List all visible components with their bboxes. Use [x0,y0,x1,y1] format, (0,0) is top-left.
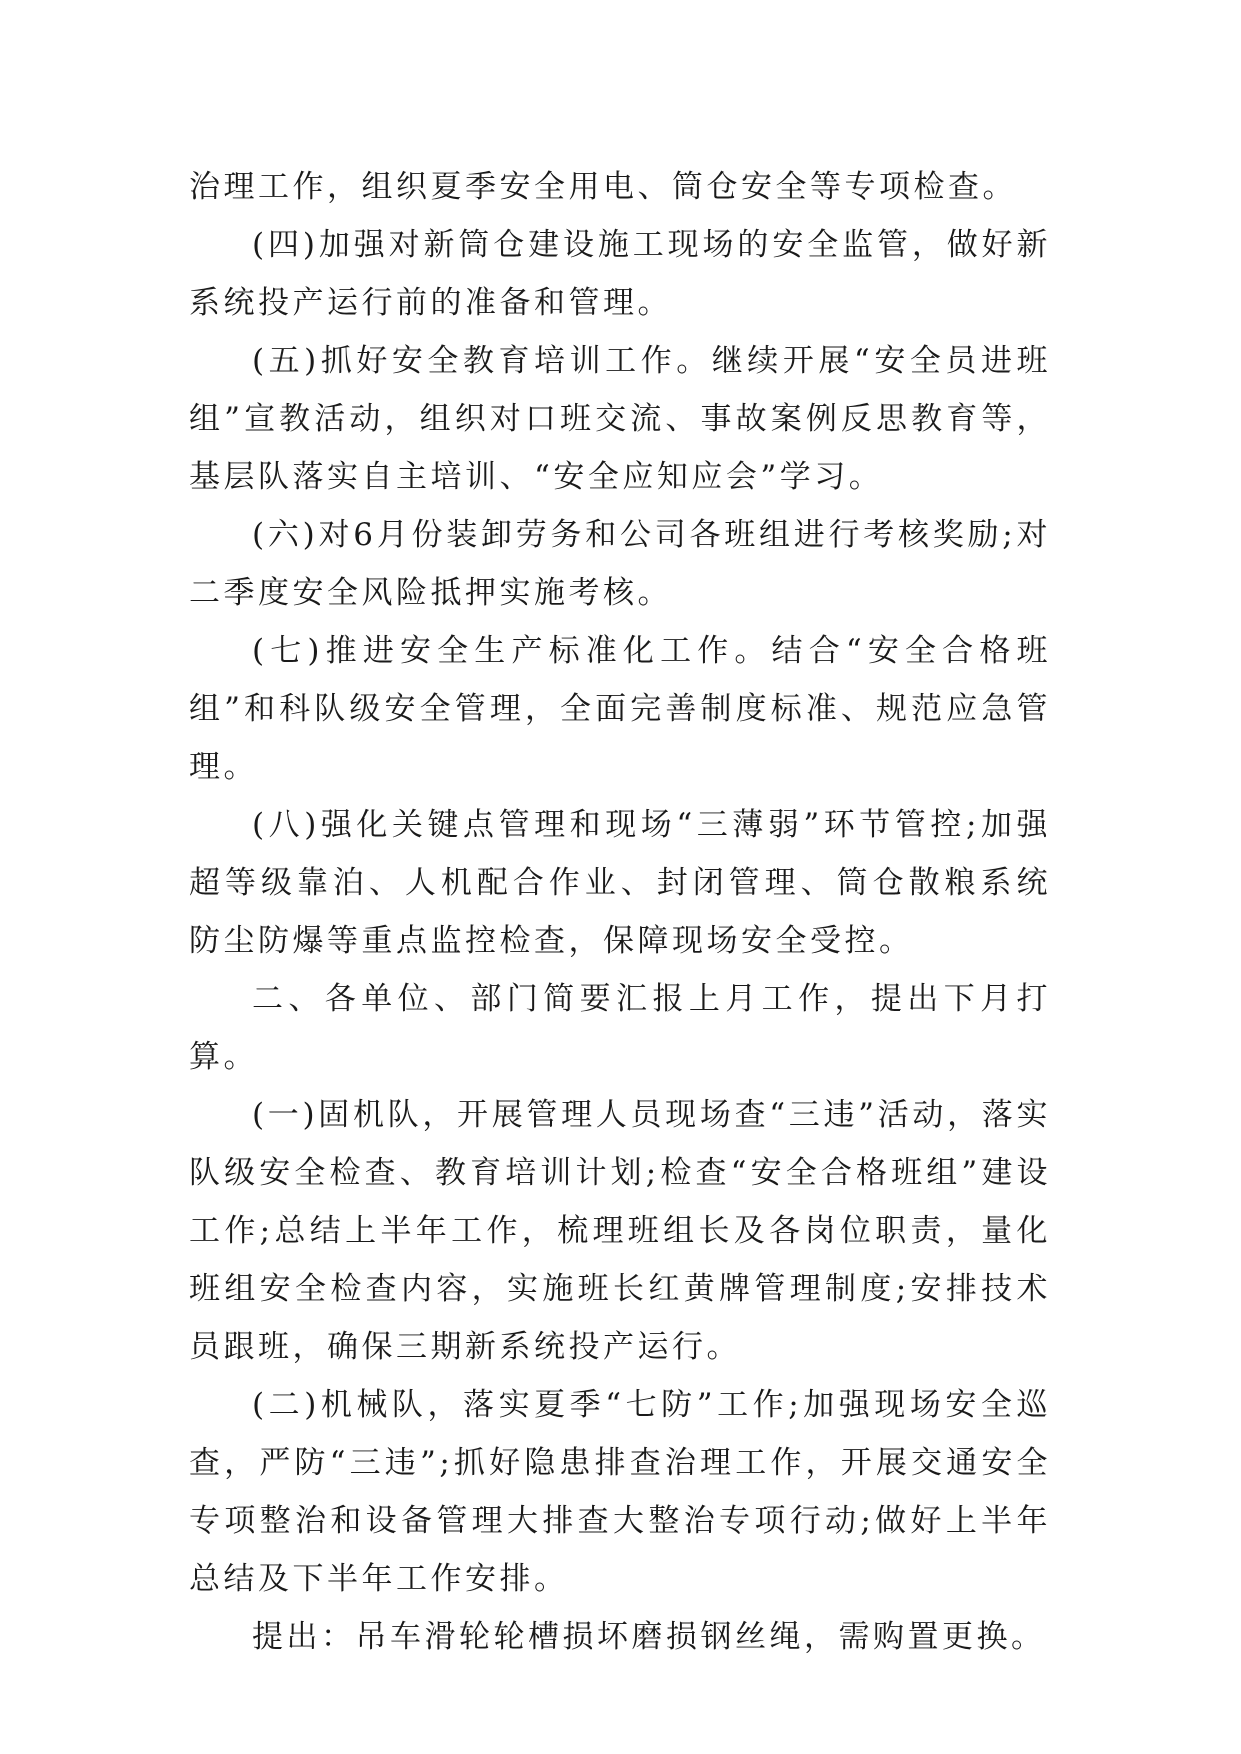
paragraph-9: (二)机械队，落实夏季“七防”工作;加强现场安全巡查，严防“三违”;抓好隐患排查治理工作，开展交通安全专项整治和设备管理大排查大整治专项行动;做好上半年总结及下半年工作安排。 [189,1387,1051,1597]
paragraph-1: 治理工作，组织夏季安全用电、筒仓安全等专项检查。 [189,169,1017,205]
paragraph-3: (五)抓好安全教育培训工作。继续开展“安全员进班组”宣教活动，组织对口班交流、事故案例反思教育等，基层队落实自主培训、“安全应知应会”学习。 [189,343,1051,495]
document-body [189,158,1051,1666]
paragraph-8: (一)固机队，开展管理人员现场查“三违”活动，落实队级安全检查、教育培训计划;检查“安全合格班组”建设工作;总结上半年工作，梳理班组长及各岗位职责，量化班组安全检查内容，实施班长红黄牌管理制度;安排技术员跟班，确保三期新系统投产运行。 [189,1097,1051,1365]
paragraph-7: 二、各单位、部门简要汇报上月工作，提出下月打算。 [189,981,1051,1075]
paragraph-4: (六)对6月份装卸劳务和公司各班组进行考核奖励;对二季度安全风险抵押实施考核。 [189,517,1051,611]
paragraph-6: (八)强化关键点管理和现场“三薄弱”环节管控;加强超等级靠泊、人机配合作业、封闭管理、筒仓散粮系统防尘防爆等重点监控检查，保障现场安全受控。 [189,807,1051,959]
paragraph-5: (七)推进安全生产标准化工作。结合“安全合格班组”和科队级安全管理，全面完善制度标准、规范应急管理。 [189,633,1051,785]
paragraph-2: (四)加强对新筒仓建设施工现场的安全监管，做好新系统投产运行前的准备和管理。 [189,227,1051,321]
paragraph-10: 提出：吊车滑轮轮槽损坏磨损钢丝绳，需购置更换。 [252,1619,1046,1655]
